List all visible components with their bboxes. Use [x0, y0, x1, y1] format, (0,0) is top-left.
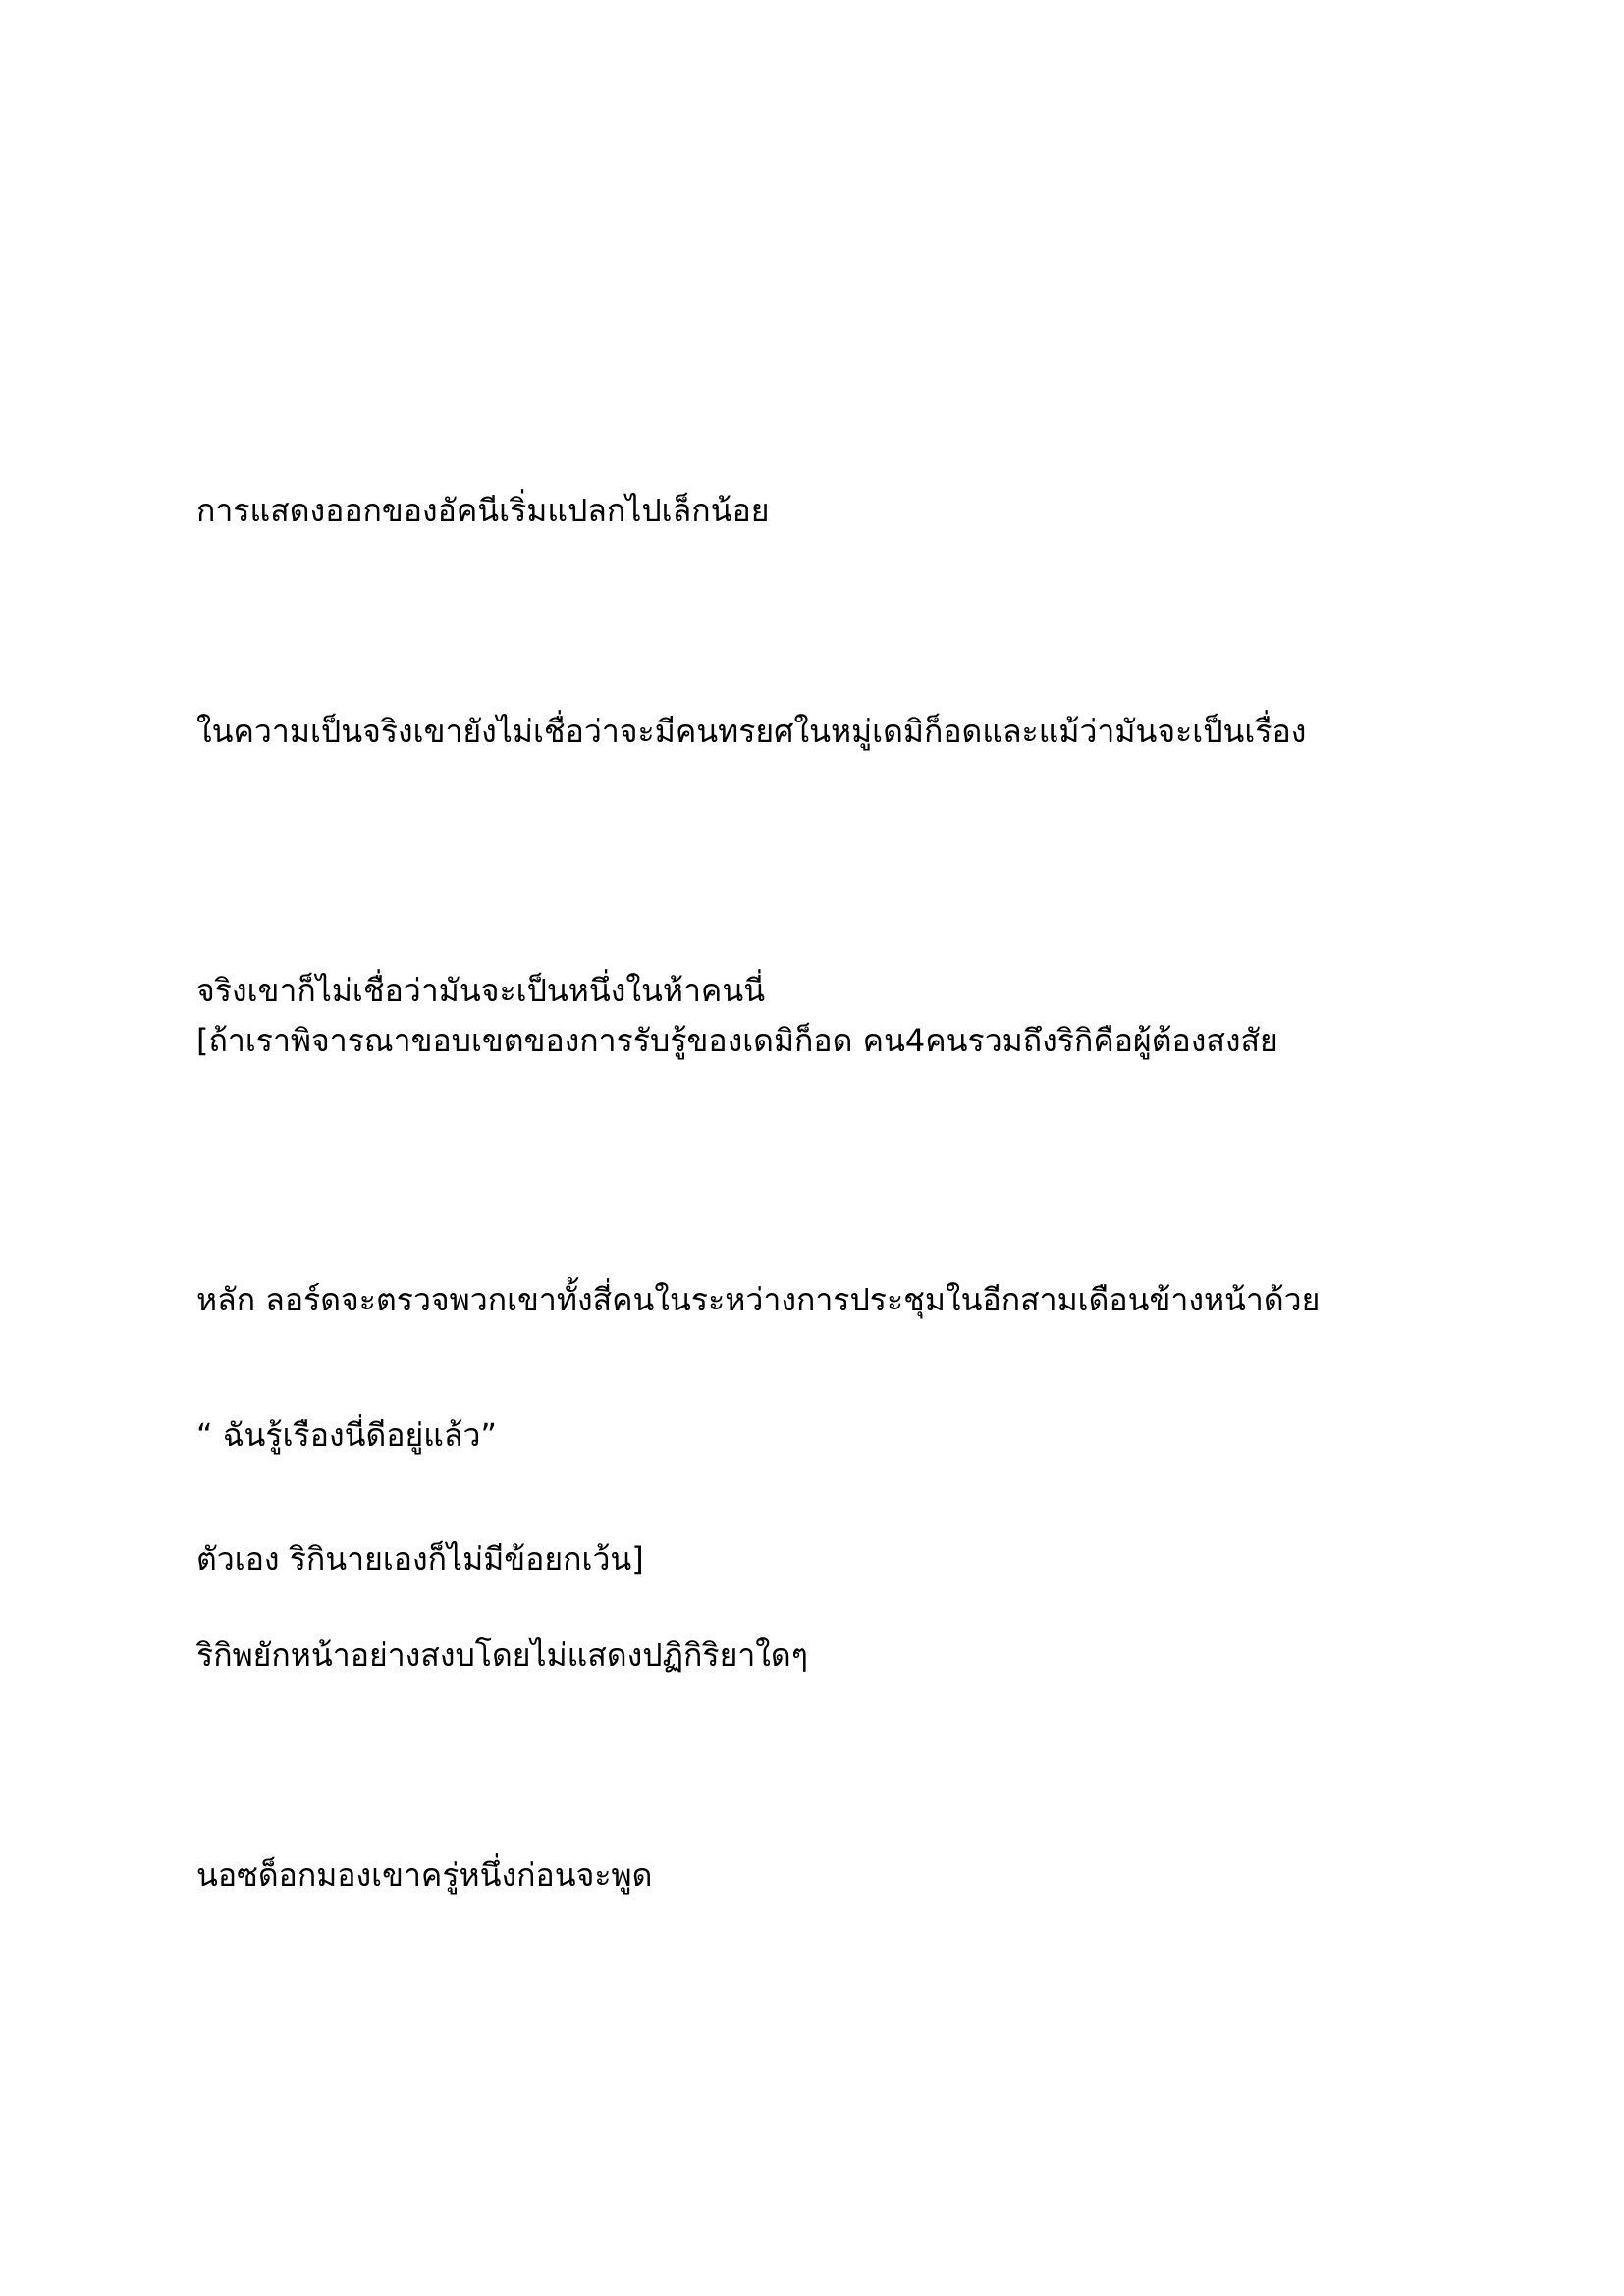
paragraph — [196, 1659, 1463, 2091]
text-line: ตัวเอง ริกินายเองก็ไม่มีข้อยกเว้น] — [196, 1540, 644, 1577]
text-line: [ถ้าเราพิจารณาขอบเขตของการรับรู้ของเดมิก็อด คน4คนรวมถึงริกิคือผู้ต้องสงสัย — [196, 1022, 1278, 1059]
text-line: จริงเขาก็ไม่เชื่อว่ามันจะเป็นหนึ่งในห้าคนนี่ — [196, 972, 766, 1009]
text-line: หลัก ลอร์ดจะตรวจพวกเขาทั้งสี่คนในระหว่างการประชุมในอีกสามเดือนข้างหน้าด้วย — [196, 1281, 1321, 1318]
text-line: ริกิพยักหน้าอย่างสงบโดยไม่แสดงปฏิกิริยาใดๆ — [196, 1636, 808, 1674]
text-line: “ ฉันรู้เรืองนี่ดีอยู่แล้ว” — [196, 1416, 497, 1454]
text-line: การแสดงออกของอัคนีเริ่มแปลกไปเล็กน้อย — [196, 492, 770, 529]
text-line: ในความเป็นจริงเขายังไม่เชื่อว่าจะมีคนทรยศในหมู่เดมิก็อดและแม้ว่ามันจะเป็นเรื่อง — [196, 713, 1307, 750]
text-line: นอซด็อกมองเขาครู่หนึ่งก่อนจะพูด — [196, 1856, 653, 1894]
